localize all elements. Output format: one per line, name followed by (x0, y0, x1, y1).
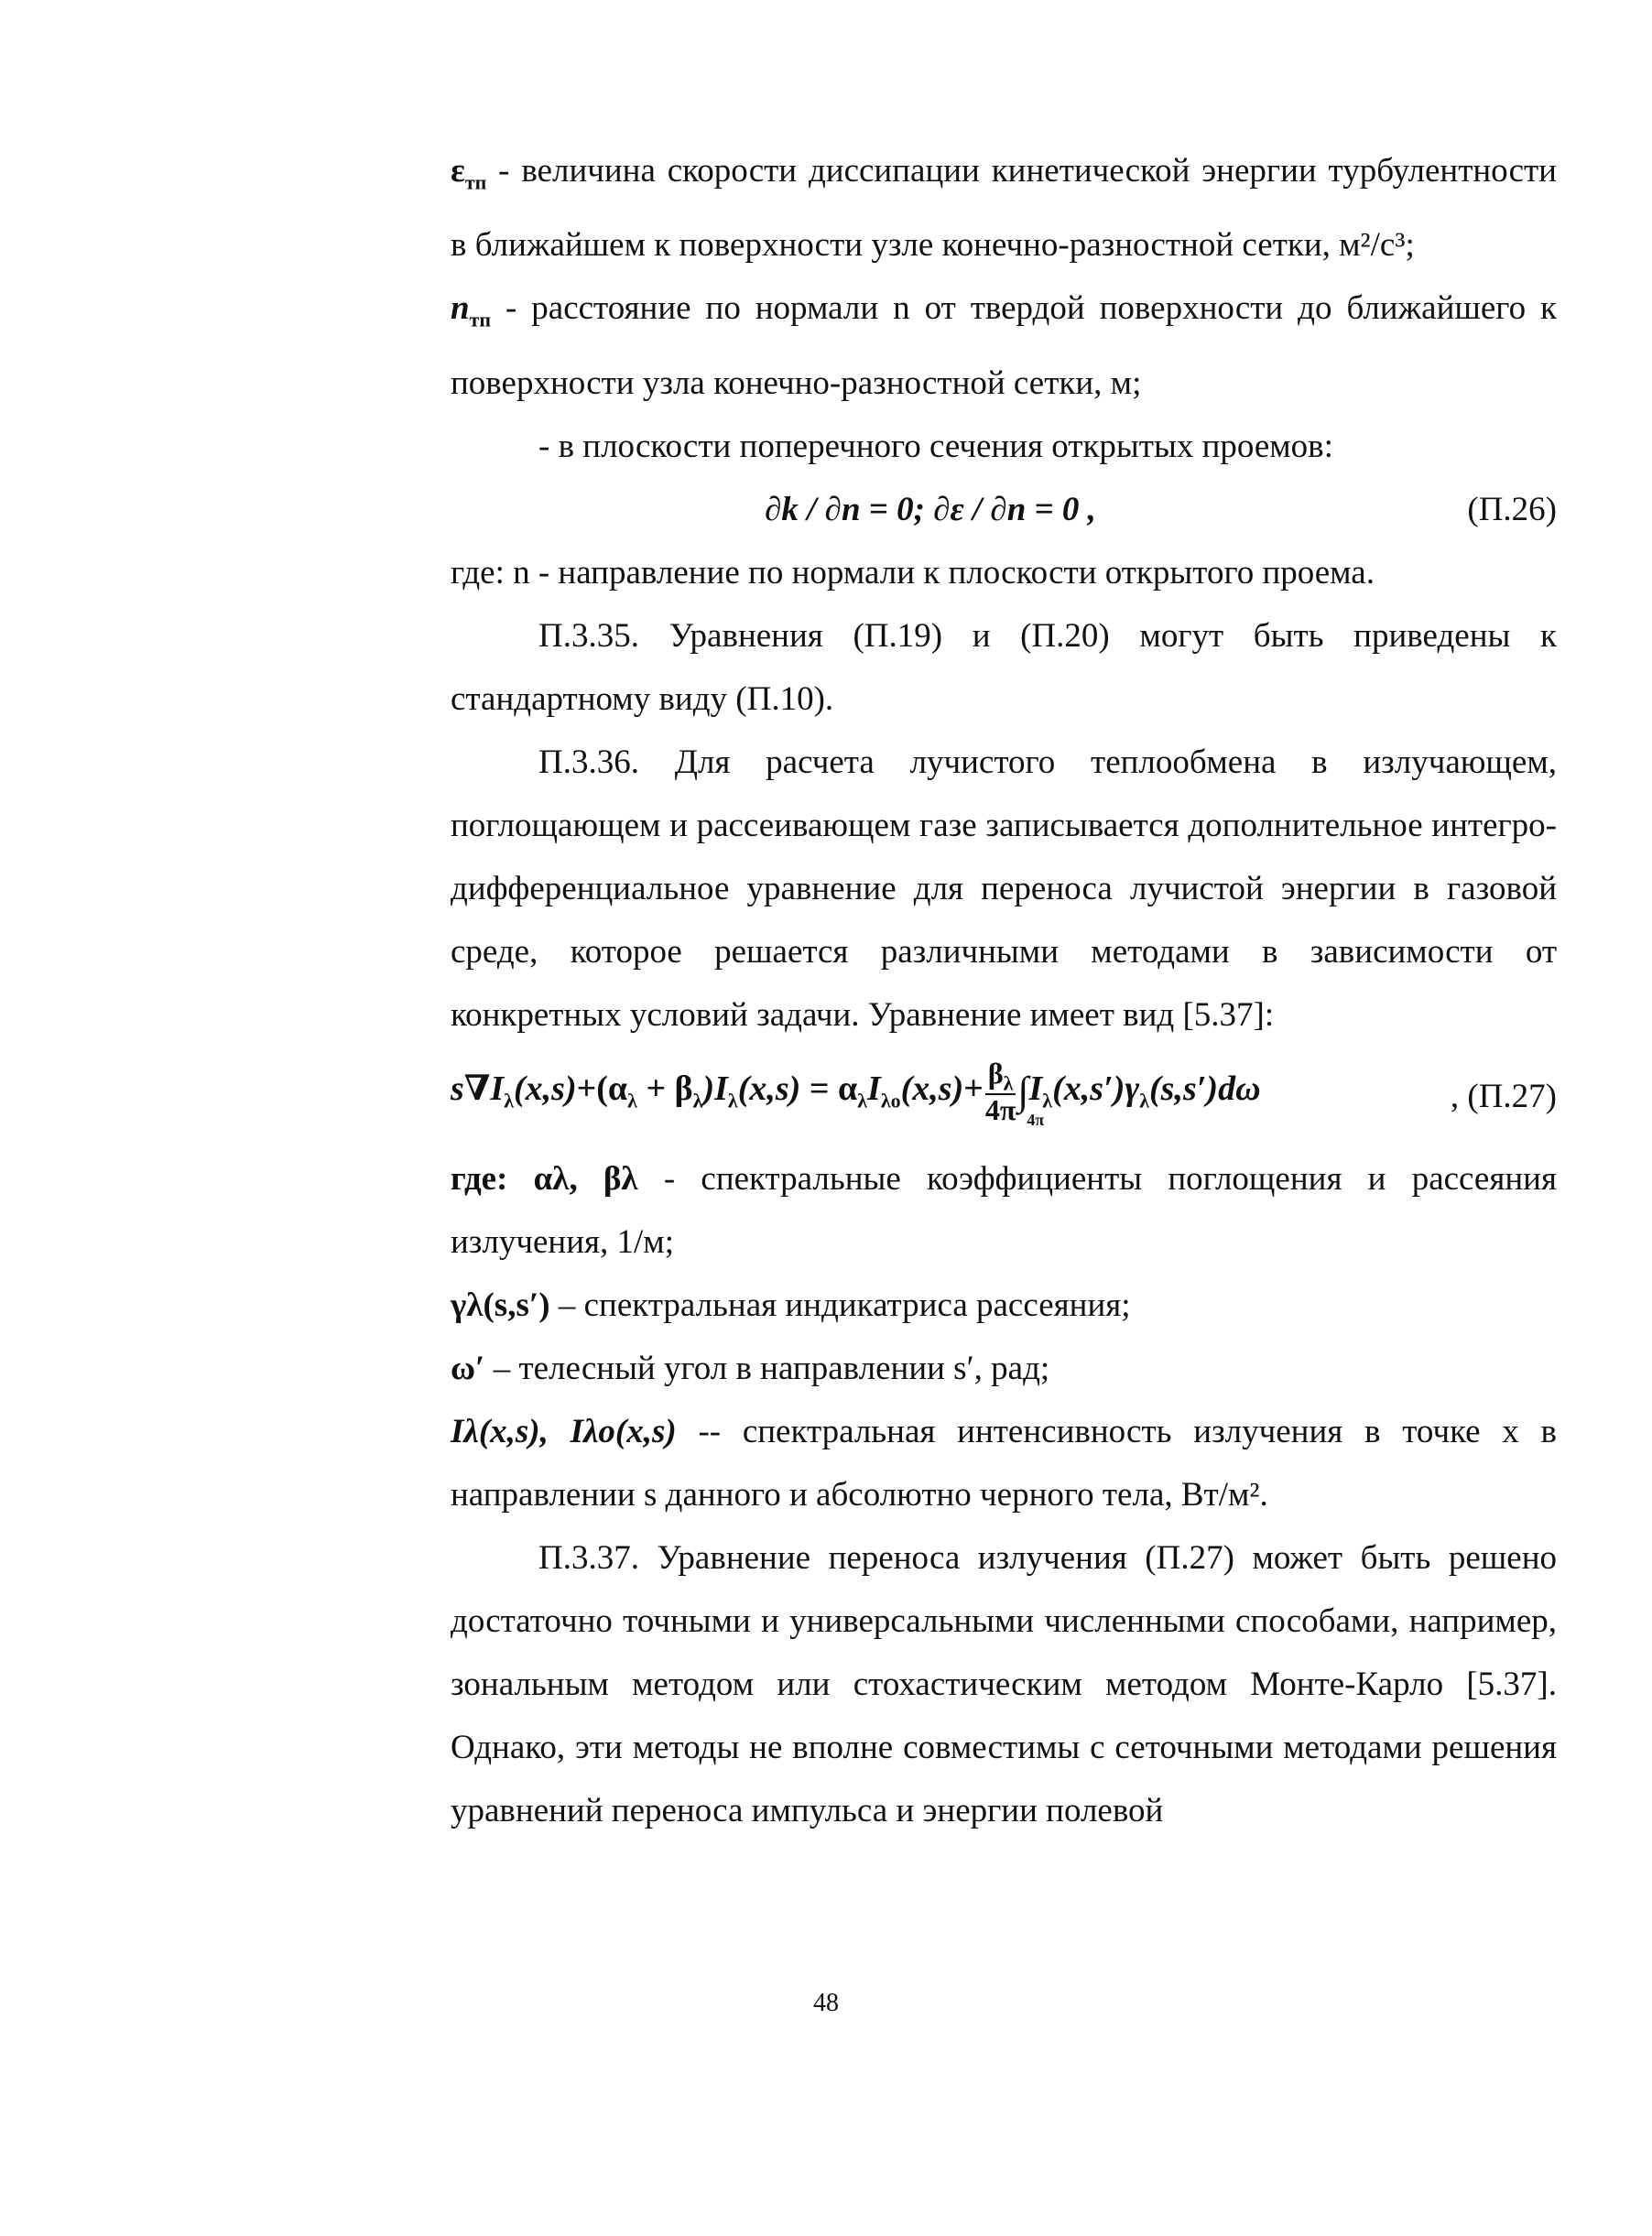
equation-p26 (451, 478, 1557, 541)
definition-epsilon (451, 139, 1557, 277)
symbol-n: $n_{тп}$ (451, 289, 492, 331)
equation-p27-number: , (П.27) (1450, 1077, 1557, 1115)
definition-omega-text: – телесный угол в направлении s′, рад; (484, 1349, 1050, 1387)
definition-gamma-text: – спектральная индикатриса рассеяния; (549, 1286, 1131, 1324)
equation-p26-number: (П.26) (1467, 490, 1557, 528)
paragraph-3-35: П.3.35. Уравнения (П.19) и (П.20) могут быть приведены к стандартному виду (П.10). (451, 616, 1557, 718)
equation-p27 (451, 1047, 1557, 1147)
symbol-alpha-beta: где: αλ, βλ (451, 1159, 638, 1198)
definition-n-text: - расстояние по нормали n от твердой поверхности до ближайшего к поверхности узла конечно-разностной сетки, м; (451, 289, 1557, 402)
equation-p27-body: $s\nabla I_\lambda(x,s)+(\alpha_\lambda + \beta_\lambda)I_\lambda(x,s) = \alpha_\lambda I_{\lambda o}(x,s)+$ $\frac{\beta_\lambda}{4\pi}$ ∫ 4π $I_\lambda(x,s')\gamma_\lambda(s,s')d\omega$ (451, 1056, 1261, 1130)
definition-omega (451, 1337, 1557, 1400)
fraction-beta-over-4pi: $\frac{\beta_\lambda}{4\pi}$ (984, 1056, 1016, 1127)
paragraph-3-36: П.3.36. Для расчета лучистого теплообмена в излучающем, поглощающем и рассеивающем газе записывается дополнительное интегро-дифференциальное уравнение для переноса лучистой энергии в газовой среде, которое решается различными методами в зависимости от конкретных условий задачи. Уравнение имеет вид [5.37]: (451, 743, 1557, 1034)
page-number: 48 (813, 1989, 839, 2017)
text-block (451, 139, 1557, 1842)
definition-intensity (451, 1400, 1557, 1526)
where-n: где: n - направление по нормали к плоскости открытого проема. (451, 553, 1375, 592)
definition-n (451, 277, 1557, 414)
symbol-intensity: Iλ(x,s), Iλo(x,s) (451, 1412, 677, 1450)
equation-p26-body: ∂k / ∂n = 0; ∂ε / ∂n = 0 , (765, 490, 1096, 528)
definition-epsilon-text: - величина скорости диссипации кинетической энергии турбулентности в ближайшем к поверхности узле конечно-разностной сетки, м²/с³; (451, 152, 1557, 265)
paragraph-3-37: П.3.37. Уравнение переноса излучения (П.27) может быть решено достаточно точными и универсальными численными способами, например, зональным методом или стохастическим методом Монте-Карло [5.37]. Однако, эти методы не вполне совместимы с сеточными методами решения уравнений переноса импульса и энергии полевой (451, 1538, 1557, 1829)
definition-alpha-beta (451, 1147, 1557, 1274)
definition-alpha-beta-text: - спектральные коэффициенты поглощения и рассеяния излучения, 1/м; (451, 1159, 1557, 1261)
bullet-openings: - в плоскости поперечного сечения открытых проемов: (538, 427, 1333, 465)
integral-sign: ∫ 4π (1017, 1069, 1045, 1130)
symbol-epsilon: $\varepsilon_{тп}$ (451, 152, 487, 194)
symbol-gamma: γλ(s,s′) (451, 1286, 550, 1324)
definition-intensity-text: -- спектральная интенсивность излучения в точке x в направлении s данного и абсолютно черного тела, Вт/м². (451, 1412, 1557, 1514)
symbol-omega: ω′ (451, 1349, 485, 1387)
definition-gamma (451, 1274, 1557, 1337)
